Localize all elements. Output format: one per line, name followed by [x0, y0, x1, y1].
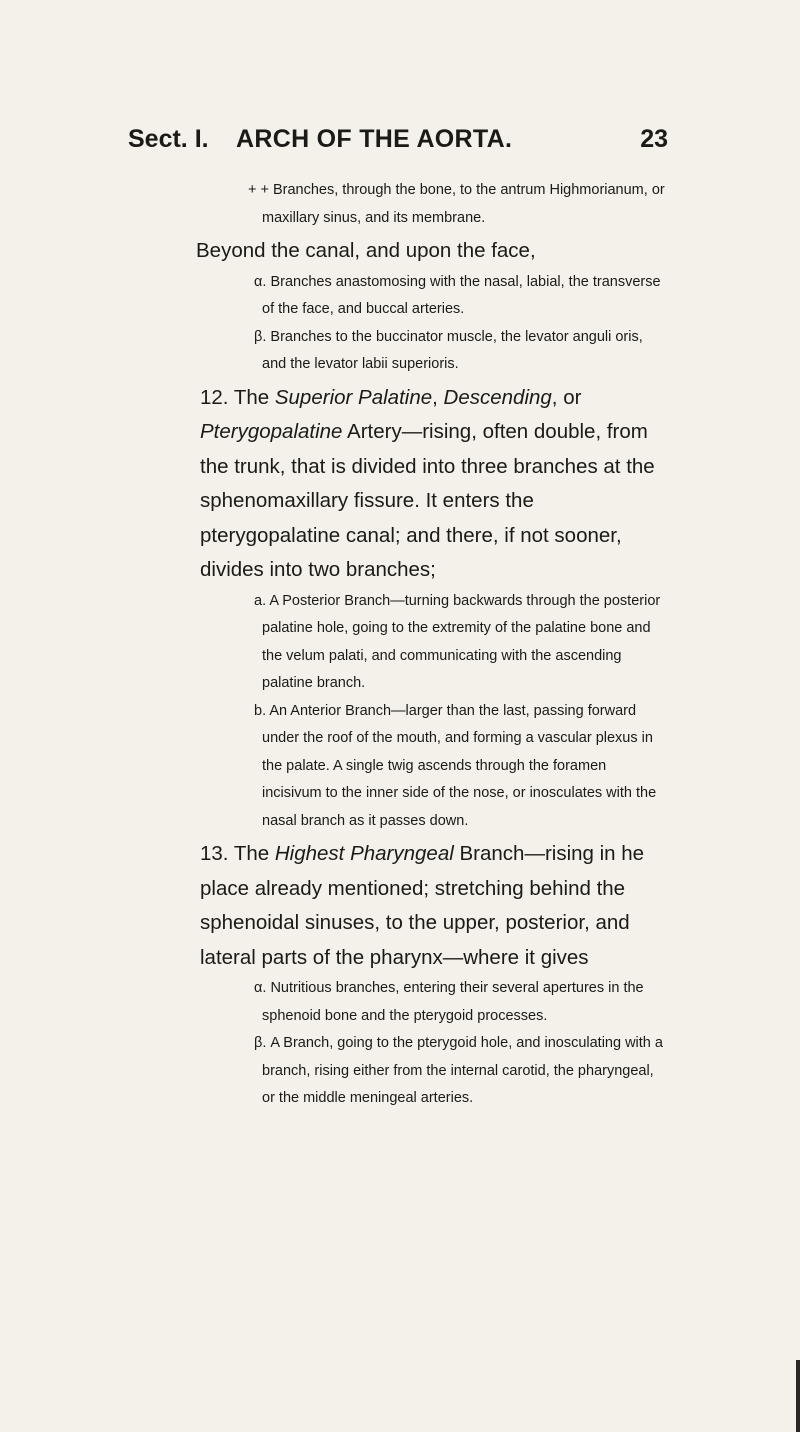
item-12-the: The: [233, 385, 270, 409]
item-13-paragraph: [200, 837, 666, 975]
item-12-number: 12.: [200, 385, 229, 409]
item-12-a-posterior-branch: a. A Posterior Branch—turning backwards through the posterior palatine hole, going to the extremity of the palatine bone and the velum palati, and communicating with the ascending palatine branch.: [254, 592, 661, 691]
item-12-name-superior-palatine: Superior Palatine: [274, 385, 433, 409]
page-number: 23: [640, 125, 668, 153]
item-12-description: Artery—rising, often double, from the trunk, that is divided into three branches at the sphenomaxillary fissure. It enters the pterygopalatine canal; and there, if not sooner, divides into two branches;: [200, 420, 655, 581]
branches-antrum-paragraph: + + Branches, through the bone, to the antrum Highmorianum, or maxillary sinus, and its membrane.: [248, 182, 665, 226]
item-13-block: [200, 837, 666, 1113]
beyond-alpha-item: α. Branches anastomosing with the nasal, labial, the transverse of the face, and buccal arteries.: [254, 273, 661, 317]
item-12-block: [200, 381, 666, 836]
item-13-the: The: [233, 842, 270, 865]
section-label: Sect. I.: [128, 125, 209, 153]
item-13-alpha-item: α. Nutritious branches, entering their several apertures in the sphenoid bone and the pterygoid processes.: [254, 980, 644, 1024]
beyond-beta-item: β. Branches to the buccinator muscle, the levator anguli oris, and the levator labii superioris.: [254, 328, 643, 372]
beyond-canal-heading: Beyond the canal, and upon the face,: [196, 239, 536, 262]
item-12-or: , or: [551, 385, 582, 409]
item-13-beta-item: β. A Branch, going to the pterygoid hole, and inosculating with a branch, rising either from the internal carotid, the pharyngeal, or the middle meningeal arteries.: [254, 1035, 663, 1106]
page-body: [196, 175, 666, 1113]
page-title: ARCH OF THE AORTA.: [236, 125, 513, 153]
item-12-b-anterior-branch: b. An Anterior Branch—larger than the last, passing forward under the roof of the mouth, and forming a vascular plexus in the palate. A single twig ascends through the foramen incisivum to the inner side of the nose, or inosculates with the nasal branch as it passes down.: [254, 702, 657, 829]
item-13-number: 13.: [200, 842, 229, 865]
item-12-paragraph: [200, 381, 666, 588]
beyond-canal-block: [196, 234, 666, 379]
item-12-name-pterygopalatine: Pterygopalatine: [200, 420, 343, 443]
item-12-name-descending: Descending: [443, 385, 552, 409]
page-edge-mark: [796, 1360, 800, 1432]
item-13-name-highest-pharyngeal: Highest Pharyngeal: [274, 842, 454, 865]
item-13-description: Branch—rising in he place already mentioned; stretching behind the sphenoidal sinuses, to the upper, posterior, and lateral parts of the pharynx—where it gives: [200, 842, 645, 969]
item-12-separator: ,: [432, 385, 438, 409]
running-header: [128, 125, 668, 165]
